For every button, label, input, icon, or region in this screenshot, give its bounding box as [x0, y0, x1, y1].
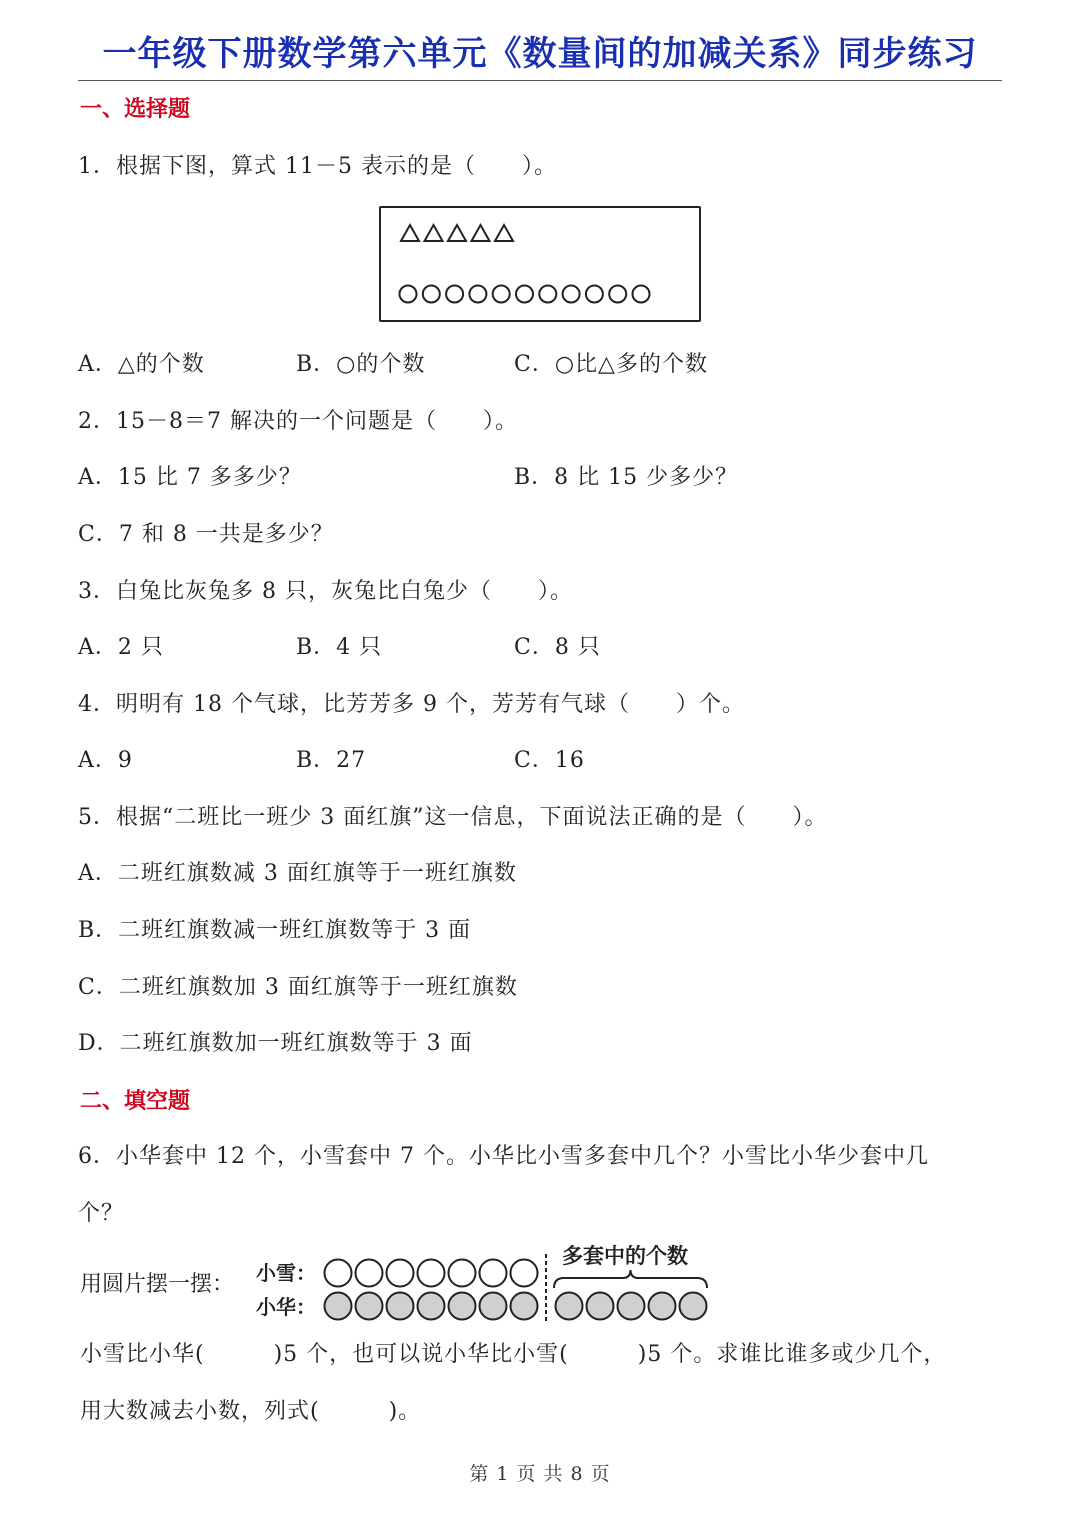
extra-gray-counter-icon — [618, 1293, 645, 1320]
circle-icon — [633, 286, 650, 303]
question-5-stem: 5．根据“二班比一班少 3 面红旗”这一信息，下面说法正确的是（ ）。 — [78, 805, 828, 830]
question-3-stem: 3．白兔比灰兔多 8 只，灰兔比白兔少（ ）。 — [78, 579, 573, 604]
page-title: 一年级下册数学第六单元《数量间的加减关系》同步练习 — [102, 34, 978, 74]
white-counter-icon — [449, 1260, 476, 1287]
gray-counter-icon — [387, 1293, 414, 1320]
extra-gray-counter-icon — [587, 1293, 614, 1320]
question-3-option-a: A．2 只 — [78, 635, 164, 660]
gray-counter-icon — [480, 1293, 507, 1320]
question-1-option-b: B．○的个数 — [296, 352, 426, 377]
gray-counter-icon — [511, 1293, 538, 1320]
question-6-stem-line-2: 个？ — [78, 1201, 125, 1226]
white-counter-icon — [387, 1260, 414, 1287]
question-2-option-b: B．8 比 15 少多少？ — [514, 465, 739, 490]
question-1-option-a: A．△的个数 — [78, 352, 205, 377]
circle-icon — [563, 286, 580, 303]
extra-gray-counter-icon — [680, 1293, 707, 1320]
shape-figure — [381, 208, 703, 324]
row-label-xiaoxue: 小雪： — [256, 1261, 316, 1285]
gray-counter-icon — [325, 1293, 352, 1320]
question-1-figure — [379, 206, 701, 322]
circle-icon — [586, 286, 603, 303]
question-3-option-b: B．4 只 — [296, 635, 383, 660]
page-footer: 第 1 页 共 8 页 — [469, 1463, 611, 1485]
question-2-option-a: A．15 比 7 多多少？ — [78, 465, 302, 490]
circle-icon — [400, 286, 417, 303]
circle-icon — [493, 286, 510, 303]
counter-diagram — [316, 1248, 736, 1328]
triangle-icon — [425, 225, 443, 241]
circle-icon — [423, 286, 440, 303]
question-5-option-b: B．二班红旗数减一班红旗数等于 3 面 — [78, 918, 472, 943]
row-label-xiaohua: 小华： — [256, 1295, 316, 1319]
question-4-stem: 4．明明有 18 个气球，比芳芳多 9 个，芳芳有气球（ ）个。 — [78, 692, 745, 717]
triangle-icon — [472, 225, 490, 241]
circle-icon — [609, 286, 626, 303]
question-6-answer-line-1: 小雪比小华( )5 个，也可以说小华比小雪( )5 个。求谁比谁多或少几个， — [80, 1342, 947, 1367]
white-counter-icon — [325, 1260, 352, 1287]
white-counter-icon — [480, 1260, 507, 1287]
question-4-option-c: C．16 — [514, 748, 585, 773]
question-2-option-c: C．7 和 8 一共是多少？ — [78, 522, 334, 547]
question-2-stem: 2．15－8＝7 解决的一个问题是（ ）。 — [78, 409, 518, 434]
white-counter-icon — [511, 1260, 538, 1287]
gray-counter-icon — [418, 1293, 445, 1320]
question-4-option-a: A．9 — [78, 748, 133, 773]
white-counter-icon — [418, 1260, 445, 1287]
title-divider — [78, 80, 1002, 81]
question-5-option-c: C．二班红旗数加 3 面红旗等于一班红旗数 — [78, 975, 518, 1000]
question-4-option-b: B．27 — [296, 748, 367, 773]
section-heading-fill: 二、填空题 — [80, 1088, 191, 1114]
question-5-option-a: A．二班红旗数减 3 面红旗等于一班红旗数 — [78, 861, 517, 886]
circle-icon — [539, 286, 556, 303]
triangle-icon — [401, 225, 419, 241]
extra-gray-counter-icon — [556, 1293, 583, 1320]
question-6-stem-line-1: 6．小华套中 12 个，小雪套中 7 个。小华比小雪多套中几个？小雪比小华少套中几 — [78, 1144, 929, 1169]
question-5-option-d: D．二班红旗数加一班红旗数等于 3 面 — [78, 1031, 473, 1056]
question-1-stem: 1．根据下图，算式 11－5 表示的是（ ）。 — [78, 154, 557, 179]
circle-icon — [446, 286, 463, 303]
circle-icon — [516, 286, 533, 303]
triangle-icon — [448, 225, 466, 241]
section-heading-choice: 一、选择题 — [80, 96, 191, 122]
extra-count-annotation: 多套中的个数 — [562, 1243, 688, 1268]
question-6-answer-line-2: 用大数减去小数，列式( )。 — [80, 1399, 422, 1424]
gray-counter-icon — [449, 1293, 476, 1320]
extra-gray-counter-icon — [649, 1293, 676, 1320]
white-counter-icon — [356, 1260, 383, 1287]
circle-icon — [469, 286, 486, 303]
question-1-option-c: C．○比△多的个数 — [514, 352, 708, 377]
triangle-icon — [495, 225, 513, 241]
brace-icon — [554, 1270, 707, 1288]
question-3-option-c: C．8 只 — [514, 635, 601, 660]
gray-counter-icon — [356, 1293, 383, 1320]
arrange-label: 用圆片摆一摆： — [80, 1272, 235, 1297]
